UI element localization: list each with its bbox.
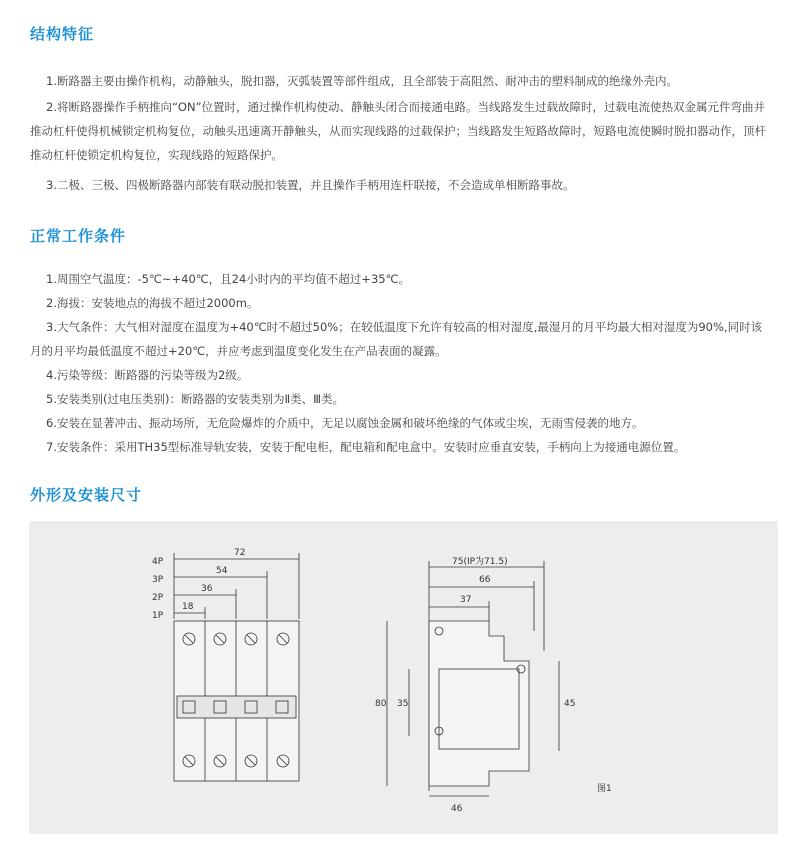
width-4p: 72 (234, 548, 246, 558)
conditions-item-2: 2.海拔：安装地点的海拔不超过2000m。 (46, 296, 259, 310)
conditions-item-1: 1.周围空气温度：-5℃~+40℃，且24小时内的平均值不超过+35℃。 (46, 272, 410, 286)
figure-caption: 图1 (597, 784, 612, 794)
conditions-item-6: 6.安装在显著冲击、振动场所，无危险爆炸的介质中，无足以腐蚀金属和破坏绝缘的气体或尘埃，无雨雪侵袭的地方。 (46, 416, 644, 430)
structure-item-3: 3.二极、三极、四极断路器内部装有联动脱扣装置，并且操作手柄用连杆联接，不会造成单相断路事故。 (46, 178, 575, 192)
structure-item-2: 2.将断路器操作手柄推向“ON”位置时，通过操作机构使动、静触头闭合而接通电路。当线路发生过载故障时，过载电流使热双金属元件弯曲并推动杠杆使得机械锁定机构复位，动触头迅速离开静触头，从而实现线路的过载保护；当线路发生短路故障时，短路电流使瞬时脱扣器动作，顶杆推动杠杆使锁定机构复位，实现线路的短路保护。 (30, 100, 766, 162)
conditions-item-7: 7.安装条件：采用TH35型标准导轨安装，安装于配电柜，配电箱和配电盒中。安装时应垂直安装，手柄向上为接通电源位置。 (46, 440, 686, 454)
conditions-item-5: 5.安装类别(过电压类别)：断路器的安装类别为Ⅱ类、Ⅲ类。 (46, 392, 345, 406)
dimension-drawing (29, 521, 778, 834)
section-title-dimensions: 外形及安装尺寸 (30, 486, 143, 504)
width-1p: 18 (182, 602, 194, 612)
dim-bottom-46: 46 (451, 804, 463, 814)
conditions-item-4: 4.污染等级：断路器的污染等级为2级。 (46, 368, 249, 382)
side-view (375, 555, 612, 814)
dim-depth-37: 37 (460, 595, 472, 605)
label-1p: 1P (152, 611, 164, 621)
conditions-item-3: 3.大气条件：大气相对湿度在温度为+40℃时不超过50%；在较低温度下允许有较高的相对湿度,最湿月的月平均最大相对湿度为90%,同时该月的月平均最低温度不超过+20℃，并应考虑到温度变化发生在产品表面的凝露。 (30, 320, 763, 358)
label-2p: 2P (152, 593, 164, 603)
dim-height-80: 80 (375, 699, 387, 709)
label-4p: 4P (152, 557, 164, 567)
section-title-conditions: 正常工作条件 (30, 227, 127, 245)
dim-height-45: 45 (564, 699, 576, 709)
dim-overall-depth: 75(IP为71.5) (452, 557, 508, 567)
front-view (152, 548, 299, 781)
structure-item-1: 1.断路器主要由操作机构，动静触头，脱扣器，灭弧装置等部件组成，且全部装于高阻然、耐冲击的塑料制成的绝缘外壳内。 (46, 74, 678, 88)
width-3p: 54 (216, 566, 228, 576)
dim-height-35: 35 (397, 699, 409, 709)
width-2p: 36 (201, 584, 213, 594)
dim-depth-66: 66 (479, 575, 491, 585)
section-title-structure: 结构特征 (30, 25, 95, 43)
label-3p: 3P (152, 575, 164, 585)
